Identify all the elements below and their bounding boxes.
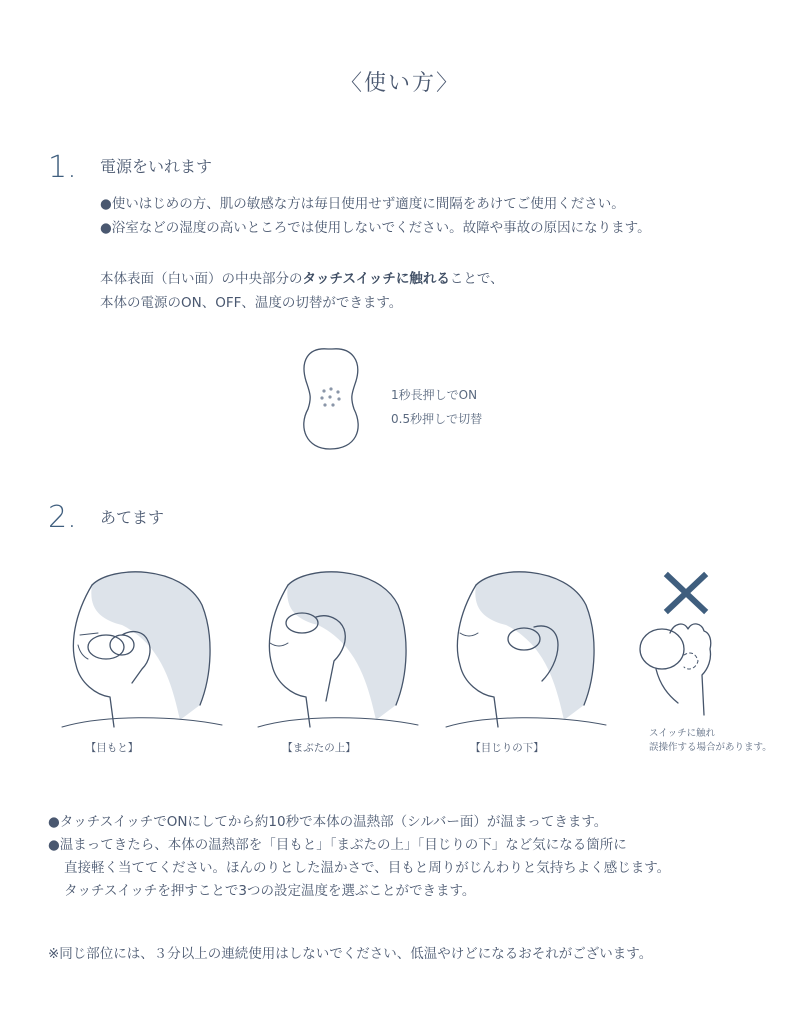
- device-labels: [391, 383, 482, 431]
- usage-note-2: ●温まってきたら、本体の温熱部を「目もと」「まぶたの上」「目じりの下」など気になる箇所に: [48, 837, 627, 853]
- warning-line-2: 誤操作する場合があります。: [649, 742, 772, 753]
- short-press-label: 0.5秒押しで切替: [391, 412, 483, 426]
- device-illustration: [298, 345, 368, 455]
- caption-under-eye: 【目じりの下】: [470, 742, 544, 754]
- usage-notes: [48, 811, 768, 903]
- step1-bullet-2: ●浴室などの湿度の高いところでは使用しないでください。故障や事故の原因になります。: [100, 220, 651, 236]
- usage-note-3: 直接軽く当ててください。ほんのりとした温かさで、目もと周りがじんわりと気持ちよく感じます。: [64, 860, 671, 876]
- step1-heading: 電源をいれます: [100, 157, 213, 176]
- face-illustration-under-eye: [446, 565, 606, 730]
- warning-line-1: スイッチに触れ: [649, 728, 716, 739]
- step1-bullets: [100, 192, 780, 240]
- usage-note-4: タッチスイッチを押すことで3つの設定温度を選ぶことができます。: [64, 883, 476, 899]
- long-press-label: 1秒長押しでON: [391, 388, 478, 402]
- page-title: 〈使い方〉: [339, 71, 460, 96]
- step1-desc-line2: 本体の電源のON、OFF、温度の切替ができます。: [100, 295, 403, 311]
- caption-eyelid: 【まぶたの上】: [282, 742, 356, 754]
- step1-description: [100, 267, 780, 315]
- warning-note: [649, 727, 799, 755]
- step2-heading: あてます: [100, 508, 165, 527]
- caution-note: ※同じ部位には、３分以上の連続使用はしないでください、低温やけどになるおそれがございます。: [48, 946, 653, 962]
- face-illustration-eyelid: [258, 565, 418, 730]
- face-illustration-eye-area: [62, 565, 222, 730]
- usage-note-1: ●タッチスイッチでONにしてから約10秒で本体の温熱部（シルバー面）が温まってきます。: [48, 814, 608, 830]
- touch-switch-emphasis: タッチスイッチに触れる: [302, 271, 450, 287]
- x-mark-icon: [664, 572, 708, 614]
- hand-illustration: [636, 615, 716, 715]
- step1-number: 1.: [48, 150, 77, 185]
- step1-bullet-1: ●使いはじめの方、肌の敏感な方は毎日使用せず適度に間隔をあけてご使用ください。: [100, 196, 625, 212]
- caption-eye-area: 【目もと】: [85, 742, 139, 754]
- step2-number: 2.: [48, 500, 77, 535]
- touch-switch-dots: [320, 387, 340, 406]
- step1-desc-line1: 本体表面（白い面）の中央部分のタッチスイッチに触れることで、: [100, 271, 504, 287]
